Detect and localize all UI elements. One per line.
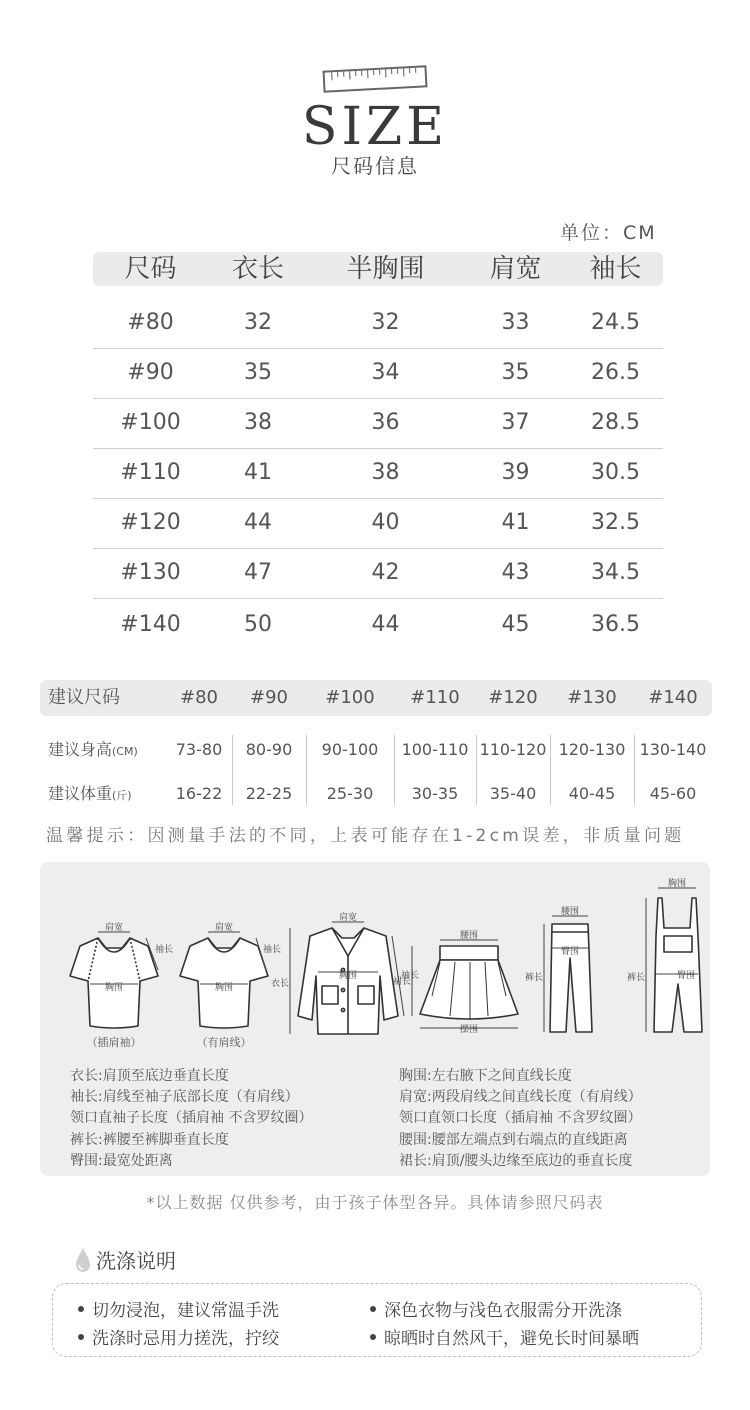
table-cell: 42 [371, 560, 400, 585]
column-divider [394, 735, 395, 805]
table-cell: 41 [244, 460, 272, 485]
label-shoulder: 肩宽 [104, 923, 124, 933]
label-waist: 腰围 [560, 907, 580, 917]
height-value: 73-80 [175, 740, 223, 759]
skirt-icon [420, 946, 518, 1020]
table-cell: 32 [244, 310, 272, 335]
size-logo-text: SIZE [301, 97, 449, 157]
table-cell: 37 [501, 410, 530, 435]
table-cell: 32.5 [591, 510, 640, 535]
label-skirt-length: 裙长 [392, 977, 412, 987]
label-chest: 胸围 [667, 879, 687, 889]
table-cell: 24.5 [591, 310, 640, 335]
weight-value: 25-30 [326, 784, 374, 803]
height-value: 120-130 [558, 740, 626, 759]
table-cell: #110 [120, 460, 181, 485]
definition: 肩宽:两段肩线之间直线长度（有肩线） [399, 1089, 642, 1106]
table-row [93, 448, 663, 499]
recommend-size: #100 [325, 687, 375, 708]
definition: 衣长:肩顶至底边垂直长度 [70, 1068, 229, 1084]
table-cell: #90 [127, 360, 174, 385]
recommend-weight-row [40, 779, 712, 809]
table-cell: 40 [371, 510, 400, 535]
recommend-height-row [40, 735, 712, 765]
table-cell: 34 [371, 360, 400, 385]
recommend-size: #110 [410, 687, 460, 708]
label-chest: 胸围 [214, 983, 234, 993]
definition: 袖长:肩线至袖子底部长度（有肩线） [70, 1089, 299, 1106]
bullet-icon [370, 1306, 376, 1312]
height-value: 90-100 [321, 740, 379, 759]
pants-icon [550, 924, 592, 1032]
table-row [93, 348, 663, 399]
height-value: 110-120 [479, 740, 547, 759]
height-unit: (CM) [112, 745, 138, 758]
caption-raglan: （插肩袖） [86, 1036, 142, 1049]
weight-unit: (斤) [112, 789, 132, 802]
height-value: 80-90 [245, 740, 293, 759]
reference-note: *以上数据 仅供参考，由于孩子体型各异。具体请参照尺码表 [146, 1193, 604, 1212]
header-cell-chest: 半胸围 [346, 254, 425, 284]
recommend-size: #140 [648, 687, 698, 708]
recommend-size: #130 [567, 687, 617, 708]
definition: 胸围:左右腋下之间直线长度 [399, 1068, 572, 1084]
recommend-size: #120 [488, 687, 538, 708]
garment-diagrams [40, 866, 710, 1066]
recommend-size-label: 建议尺码 [48, 687, 120, 708]
bullet-icon [78, 1334, 84, 1340]
label-hip: 臀围 [676, 971, 696, 981]
table-cell: 41 [501, 510, 530, 535]
recommend-size: #90 [250, 687, 288, 708]
table-row [93, 398, 663, 449]
table-row [93, 298, 663, 349]
table-cell: 45 [501, 612, 530, 637]
table-cell: #100 [120, 410, 181, 435]
table-cell: 26.5 [591, 360, 640, 385]
table-cell: 50 [244, 612, 272, 637]
table-cell: 36.5 [591, 612, 640, 637]
table-cell: 38 [244, 410, 272, 435]
label-waist: 腰围 [459, 931, 479, 941]
weight-label: 建议体重(斤) [48, 784, 132, 803]
jacket-icon [298, 928, 398, 1034]
height-value: 100-110 [401, 740, 469, 759]
table-cell: 47 [244, 560, 272, 585]
column-divider [232, 735, 233, 805]
label-hem: 摆围 [459, 1025, 479, 1035]
bullet-icon [78, 1306, 84, 1312]
table-cell: 28.5 [591, 410, 640, 435]
header-cell-sleeve: 袖长 [589, 254, 642, 284]
column-divider [634, 735, 635, 805]
table-cell: 38 [371, 460, 400, 485]
definition: 领口直领口长度（插肩袖 不含罗纹圈） [399, 1110, 642, 1127]
size-table-header [93, 252, 663, 286]
label-chest: 胸围 [338, 971, 358, 981]
table-cell: 44 [371, 612, 400, 637]
table-cell: 35 [501, 360, 530, 385]
definition: 腰围:腰部左端点到右端点的直线距离 [399, 1131, 628, 1148]
table-cell: 34.5 [591, 560, 640, 585]
weight-value: 16-22 [175, 784, 223, 803]
table-row [93, 548, 663, 599]
label-length: 衣长 [270, 979, 290, 989]
ruler-icon [322, 66, 428, 92]
label-shoulder: 肩宽 [214, 923, 234, 933]
table-cell: 39 [501, 460, 530, 485]
definition: 领口直袖子长度（插肩袖 不含罗纹圈） [70, 1110, 313, 1127]
wash-item: 晾晒时自然风干，避免长时间暴晒 [370, 1324, 639, 1349]
label-hip: 臀围 [560, 947, 580, 957]
weight-value: 40-45 [568, 784, 616, 803]
column-divider [550, 735, 551, 805]
column-divider [476, 735, 477, 805]
table-cell: 30.5 [591, 460, 640, 485]
recommend-table-header [40, 680, 712, 716]
wash-item: 切勿浸泡，建议常温手洗 [78, 1296, 279, 1321]
bullet-icon [370, 1334, 376, 1340]
weight-value: 22-25 [245, 784, 293, 803]
header-cell-shoulder: 肩宽 [489, 254, 542, 284]
label-sleeve: 袖长 [262, 945, 282, 955]
table-cell: 33 [501, 310, 530, 335]
weight-value: 45-60 [649, 784, 697, 803]
height-value: 130-140 [639, 740, 707, 759]
table-cell: #120 [120, 510, 181, 535]
table-cell: 35 [244, 360, 272, 385]
water-drop-icon [74, 1247, 92, 1273]
height-label: 建议身高(CM) [48, 740, 138, 759]
definition: 臀围:最宽处距离 [70, 1152, 173, 1169]
table-cell: 44 [244, 510, 272, 535]
label-pants-length: 裤长 [626, 973, 646, 983]
table-cell: #80 [127, 310, 174, 335]
recommend-size: #80 [180, 687, 218, 708]
table-cell: #130 [120, 560, 181, 585]
column-divider [306, 735, 307, 805]
unit-label: 单位：CM [560, 222, 657, 244]
size-logo [301, 96, 449, 157]
header-cell-size: 尺码 [124, 254, 177, 284]
label-chest: 胸围 [104, 983, 124, 993]
overalls-icon [654, 898, 702, 1032]
header-cell-length: 衣长 [231, 254, 284, 284]
wash-title: 洗涤说明 [96, 1249, 176, 1273]
label-pants-length: 裤长 [524, 973, 544, 983]
table-cell: 32 [371, 310, 400, 335]
label-shoulder: 肩宽 [338, 913, 358, 923]
weight-value: 35-40 [489, 784, 537, 803]
definition: 裤长:裤腰至裤脚垂直长度 [70, 1131, 229, 1148]
label-sleeve: 袖长 [154, 945, 174, 955]
label-sleeve: 袖长 [400, 971, 420, 981]
caption-shoulder-line: （有肩线） [196, 1036, 252, 1049]
table-row [93, 498, 663, 549]
table-cell: 36 [371, 410, 400, 435]
table-cell: #140 [120, 612, 181, 637]
wash-item: 洗涤时忌用力搓洗，拧绞 [78, 1324, 279, 1349]
definitions-right [399, 1066, 642, 1172]
definition: 裙长:肩顶/腰头边缘至底边的垂直长度 [399, 1152, 633, 1169]
wash-item: 深色衣物与浅色衣服需分开洗涤 [370, 1296, 622, 1321]
measurement-tip: 温馨提示：因测量手法的不同，上表可能存在1-2cm误差，非质量问题 [46, 826, 685, 846]
page-subtitle: 尺码信息 [331, 154, 419, 178]
definitions-left [70, 1066, 312, 1172]
table-row [93, 600, 663, 650]
weight-value: 30-35 [411, 784, 459, 803]
table-cell: 43 [501, 560, 530, 585]
